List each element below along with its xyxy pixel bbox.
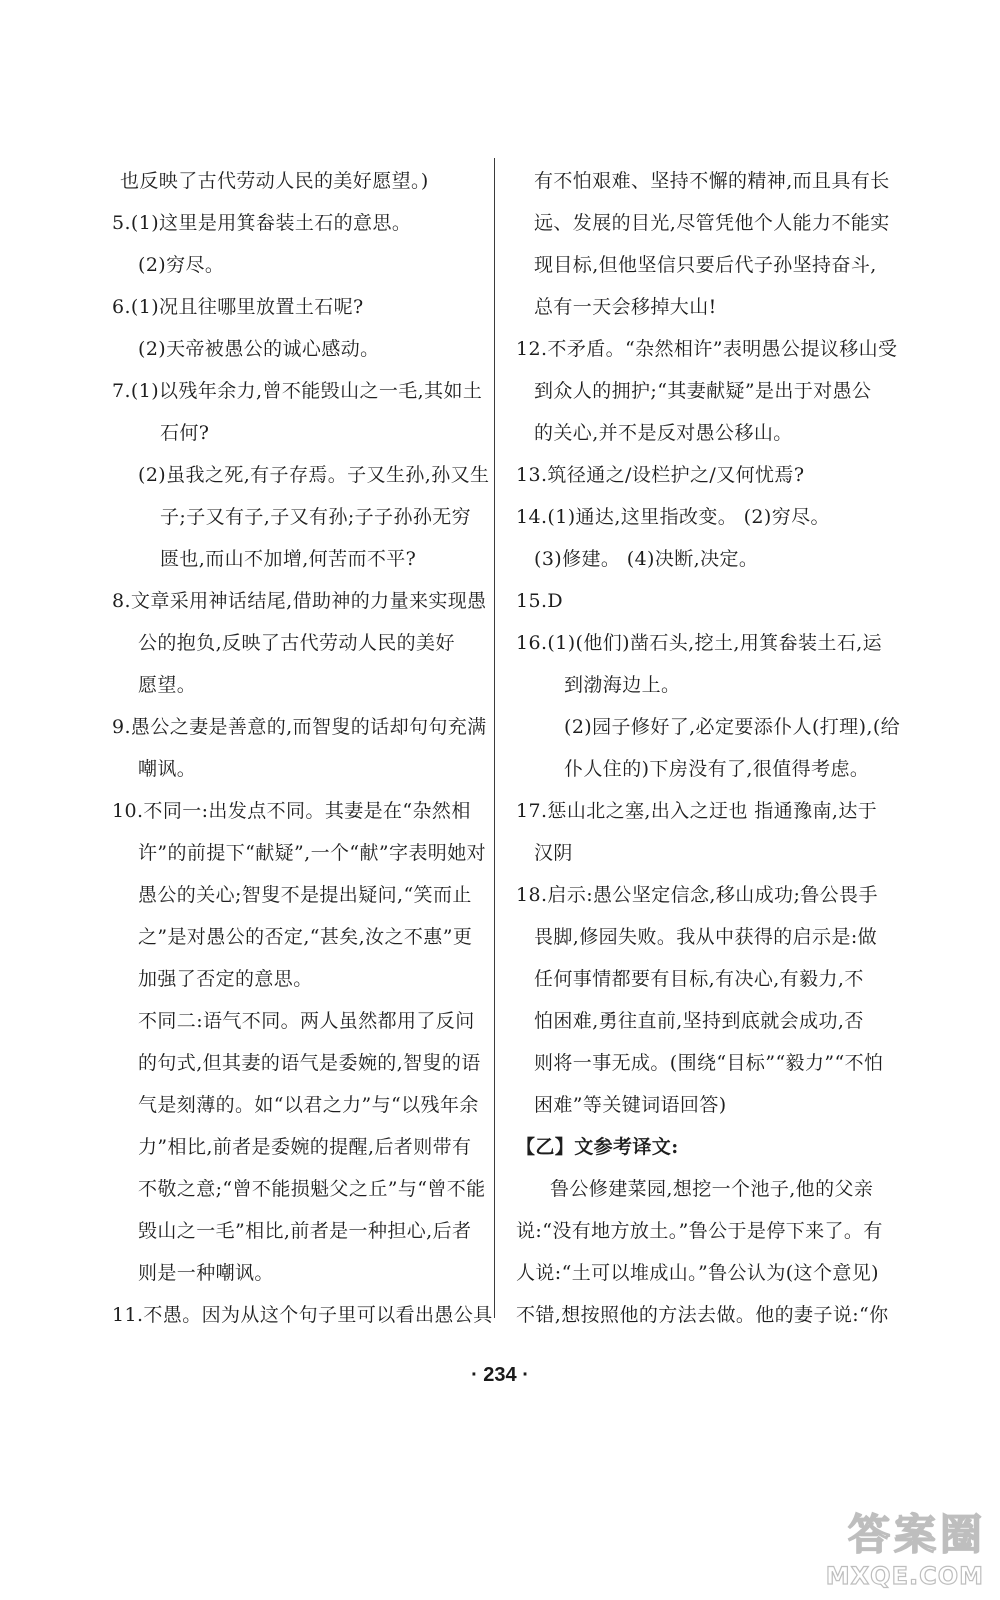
answer-line: 现目标,但他坚信只要后代子孙坚持奋斗, (534, 254, 877, 276)
translation-line: 不错,想按照他的方法去做。他的妻子说:“你 (516, 1304, 889, 1326)
answer-line: 气是刻薄的。如“以君之力”与“以残年余 (138, 1094, 479, 1116)
answer-line: (2)园子修好了,必定要添仆人(打理),(给 (564, 716, 901, 738)
answer-line: 12.不矛盾。“杂然相许”表明愚公提议移山受 (516, 338, 898, 360)
translation-line: 鲁公修建菜园,想挖一个池子,他的父亲 (550, 1178, 874, 1200)
answer-line: 到众人的拥护;“其妻献疑”是出于对愚公 (534, 380, 872, 402)
answer-line: (2)天帝被愚公的诚心感动。 (138, 338, 380, 360)
answer-line: 则是一种嘲讽。 (138, 1262, 274, 1284)
answer-line: 毁山之一毛”相比,前者是一种担心,后者 (138, 1220, 472, 1242)
right-column (516, 160, 901, 1336)
answer-line: 困难”等关键词语回答) (534, 1094, 727, 1116)
answer-line: 18.启示:愚公坚定信念,移山成功;鲁公畏手 (516, 884, 878, 906)
answer-line: (3)修建。 (4)决断,决定。 (534, 548, 759, 570)
answer-line: 5.(1)这里是用箕畚装土石的意思。 (112, 212, 412, 234)
answer-line: 也反映了古代劳动人民的美好愿望。) (120, 170, 429, 192)
answer-line: 怕困难,勇往直前,坚持到底就会成功,否 (534, 1010, 864, 1032)
answer-line: 愚公的关心;智叟不是提出疑问,“笑而止 (138, 884, 472, 906)
answer-line: 子;子又有子,子又有孙;子子孙孙无穷 (160, 506, 472, 528)
answer-line: 嘲讽。 (138, 758, 197, 780)
answer-line: 到渤海边上。 (564, 674, 681, 696)
answer-line: 汉阴 (534, 842, 573, 864)
answer-line: 13.筑径通之/设栏护之/又何忧焉? (516, 464, 805, 486)
answer-line: 石何? (160, 422, 210, 444)
watermark-logo (818, 1502, 988, 1594)
answer-line: 则将一事无成。(围绕“目标”“毅力”“不怕 (534, 1052, 884, 1074)
answer-line: 7.(1)以残年余力,曾不能毁山之一毛,其如土 (112, 380, 483, 402)
answer-line: 14.(1)通达,这里指改变。 (2)穷尽。 (516, 506, 830, 528)
watermark-url: MXQE.COM (825, 1562, 984, 1590)
answer-line: 之”是对愚公的否定,“甚矣,汝之不惠”更 (138, 926, 473, 948)
answer-line: 10.不同一:出发点不同。其妻是在“杂然相 (112, 800, 471, 822)
answer-line: 不同二:语气不同。两人虽然都用了反问 (138, 1010, 475, 1032)
answer-line: 匮也,而山不加增,何苦而不平? (160, 548, 417, 570)
answer-line: (2)虽我之死,有子存焉。子又生孙,孙又生 (138, 464, 490, 486)
answer-line: 15.D (516, 590, 564, 612)
answer-line: 9.愚公之妻是善意的,而智叟的话却句句充满 (112, 716, 487, 738)
left-column (112, 160, 493, 1336)
translation-line: 说:“没有地方放土。”鲁公于是停下来了。有 (516, 1220, 883, 1242)
answer-line: 11.不愚。因为从这个句子里可以看出愚公具 (112, 1304, 493, 1326)
answer-line: 8.文章采用神话结尾,借助神的力量来实现愚 (112, 590, 487, 612)
answer-line: 畏脚,修园失败。我从中获得的启示是:做 (534, 926, 878, 948)
answer-line: 仆人住的)下房没有了,很值得考虑。 (564, 758, 870, 780)
answer-line: 许”的前提下“献疑”,一个“献”字表明她对 (138, 842, 487, 864)
answer-line: 任何事情都要有目标,有决心,有毅力,不 (534, 968, 864, 990)
column-divider (494, 158, 495, 1318)
answer-line: 的句式,但其妻的语气是委婉的,智叟的语 (138, 1052, 481, 1074)
answer-line: 加强了否定的意思。 (138, 968, 313, 990)
answer-line: 愿望。 (138, 674, 197, 696)
answer-line: 远、发展的目光,尽管凭他个人能力不能实 (534, 212, 890, 234)
translation-line: 人说:“土可以堆成山。”鲁公认为(这个意见) (516, 1262, 879, 1284)
answer-line: (2)穷尽。 (138, 254, 225, 276)
answer-line: 总有一天会移掉大山! (534, 296, 717, 318)
answer-line: 16.(1)(他们)凿石头,挖土,用箕畚装土石,运 (516, 632, 883, 654)
answer-line: 公的抱负,反映了古代劳动人民的美好 (138, 632, 455, 654)
answer-line: 有不怕艰难、坚持不懈的精神,而且具有长 (534, 170, 890, 192)
answer-line: 力”相比,前者是委婉的提醒,后者则带有 (138, 1136, 472, 1158)
page-number: · 234 · (471, 1364, 529, 1386)
answer-line: 的关心,并不是反对愚公移山。 (534, 422, 793, 444)
answer-line: 不敬之意;“曾不能损魁父之丘”与“曾不能 (138, 1178, 486, 1200)
answer-line: 17.惩山北之塞,出入之迂也 指通豫南,达于 (516, 800, 878, 822)
watermark-logo-text: 答案圈 (847, 1510, 986, 1559)
section-heading: 【乙】文参考译文: (516, 1136, 679, 1158)
answer-line: 6.(1)况且往哪里放置土石呢? (112, 296, 364, 318)
